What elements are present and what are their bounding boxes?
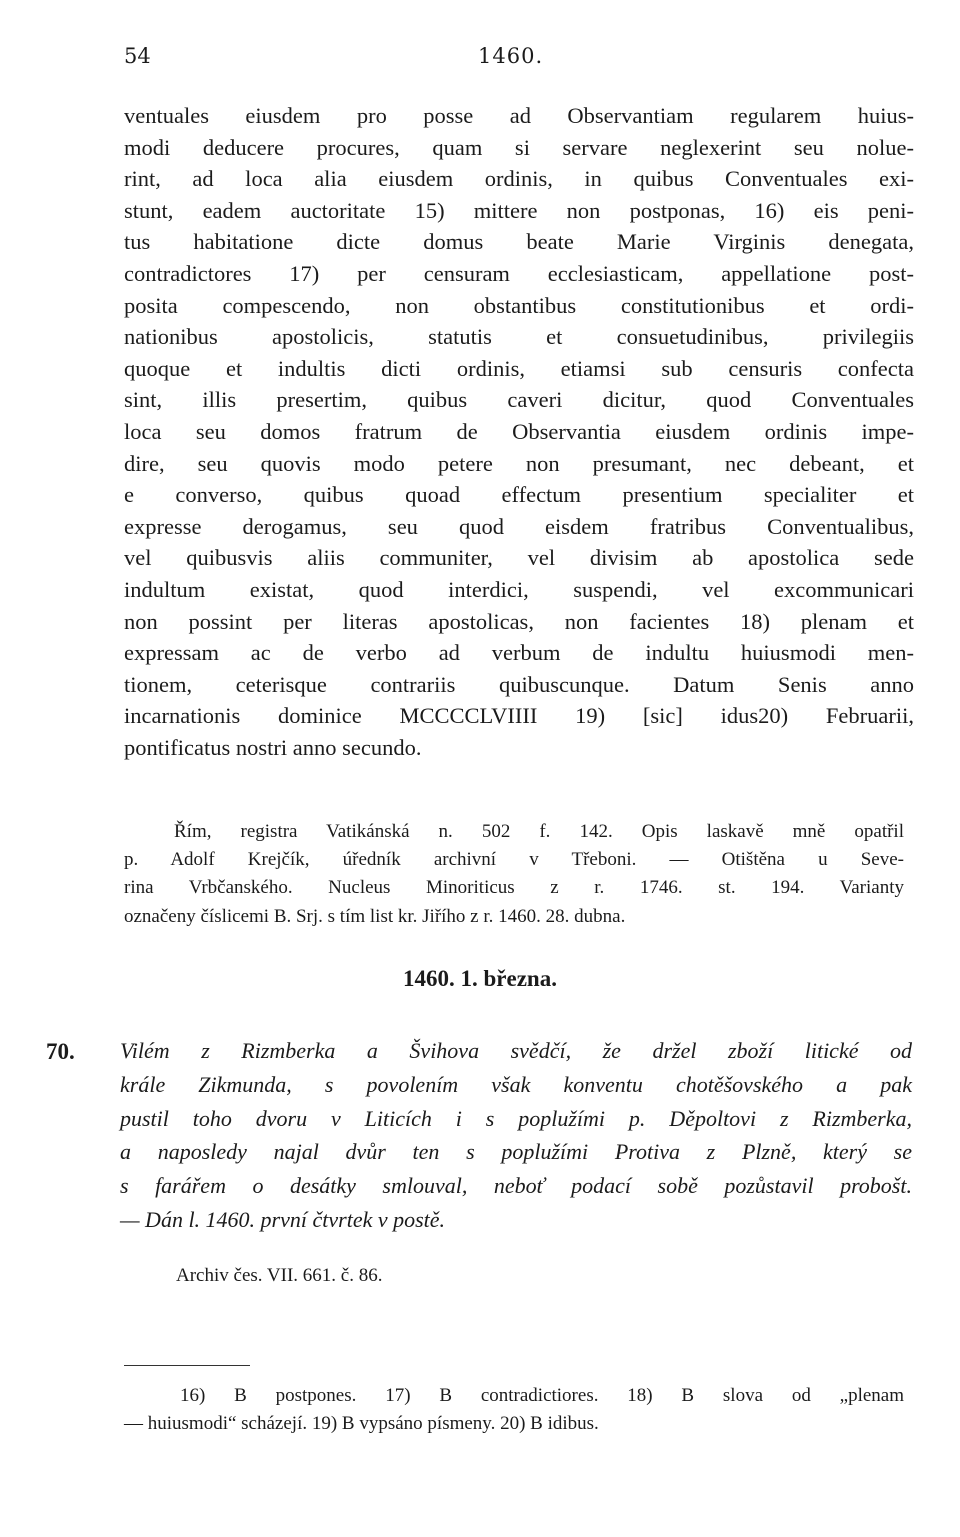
text-line: posita compescendo, non obstantibus constitutionibus et ordi- — [124, 292, 914, 318]
document-date-heading: 1460. 1. března. — [403, 966, 557, 991]
footnotes — [124, 1382, 904, 1438]
text-line: e converso, quibus quoad effectum presentium specialiter et — [124, 482, 914, 508]
regest-line: pustil toho dvoru v Liticích i s poplužími p. Děpoltovi z Rizmberka, — [120, 1105, 912, 1131]
footnote-line: 16) B postpones. 17) B contradictiores. 18) B slova od „plenam — [180, 1385, 904, 1406]
running-head-year: 1460. — [478, 44, 544, 68]
text-line: dire, seu quovis modo petere non presumant, nec debeant, et — [124, 450, 914, 476]
text-line: vel quibusvis aliis communiter, vel divisim ab apostolica sede — [124, 545, 914, 571]
text-line: indultum existat, quod interdici, suspendi, vel excommunicari — [124, 576, 914, 602]
regest-line: — Dán l. 1460. první čtvrtek v postě. — [120, 1206, 446, 1232]
source-note-line: rina Vrbčanského. Nucleus Minoriticus z r. 1746. st. 194. Varianty — [124, 877, 904, 899]
footnote-divider — [124, 1365, 250, 1366]
source-note-line: Řím, registra Vatikánská n. 502 f. 142. Opis laskavě mně opatřil — [174, 821, 904, 842]
regest-line: Vilém z Rizmberka a Švihova svědčí, že držel zboží litické od — [120, 1038, 912, 1063]
text-line: ventuales eiusdem pro posse ad Observantiam regularem huius- — [124, 103, 914, 128]
text-line: stunt, eadem auctoritate 15) mittere non postponas, 16) eis peni- — [124, 197, 914, 223]
text-line: sint, illis presertim, quibus caveri dicitur, quod Conventuales — [124, 387, 914, 413]
latin-charter-text — [124, 100, 914, 763]
text-line: pontificatus nostri anno secundo. — [124, 734, 422, 760]
text-line: expressam ac de verbo ad verbum de indultu huiusmodi men- — [124, 640, 914, 666]
text-line: modi deducere procures, quam si servare neglexerint seu nolue- — [124, 134, 914, 160]
text-line: quoque et indultis dicti ordinis, etiamsi sub censuris confecta — [124, 355, 914, 381]
page-number: 54 — [124, 44, 151, 68]
regest-line: a naposledy najal dvůr ten s poplužími Protiva z Plzně, který se — [120, 1139, 912, 1165]
document-regest — [120, 1034, 912, 1237]
source-note — [124, 818, 904, 931]
source-note-line: označeny číslicemi B. Srj. s tím list kr. Jiřího z r. 1460. 28. dubna. — [124, 905, 626, 927]
archive-reference: Archiv čes. VII. 661. č. 86. — [176, 1265, 383, 1286]
text-line: loca seu domos fratrum de Observantia eiusdem ordinis impe- — [124, 418, 914, 444]
text-line: tionem, ceterisque contrariis quibuscunque. Datum Senis anno — [124, 671, 914, 697]
text-line: contradictores 17) per censuram ecclesiasticam, appellatione post- — [124, 260, 914, 286]
text-line: rint, ad loca alia eiusdem ordinis, in quibus Conventuales exi- — [124, 166, 914, 192]
text-line: tus habitatione dicte domus beate Marie Virginis denegata, — [124, 229, 914, 255]
document-number: 70. — [46, 1039, 75, 1064]
text-line: incarnationis dominice MCCCCLVIIII 19) [sic] idus20) Februarii, — [124, 703, 914, 729]
regest-line: krále Zikmunda, s povolením však konventu chotěšovského a pak — [120, 1071, 912, 1097]
text-line: expresse derogamus, seu quod eisdem fratribus Conventualibus, — [124, 513, 914, 539]
text-line: nationibus apostolicis, statutis et consuetudinibus, privilegiis — [124, 324, 914, 350]
source-note-line: p. Adolf Krejčík, úředník archivní v Třeboni. — Otištěna u Seve- — [124, 849, 904, 871]
footnote-line: — huiusmodi“ scházejí. 19) B vypsáno písmeny. 20) B idibus. — [124, 1412, 599, 1434]
text-line: non possint per literas apostolicas, non facientes 18) plenam et — [124, 608, 914, 634]
running-head — [0, 44, 960, 74]
regest-line: s farářem o desátky smlouval, neboť podací sobě pozůstavil probošt. — [120, 1173, 912, 1199]
